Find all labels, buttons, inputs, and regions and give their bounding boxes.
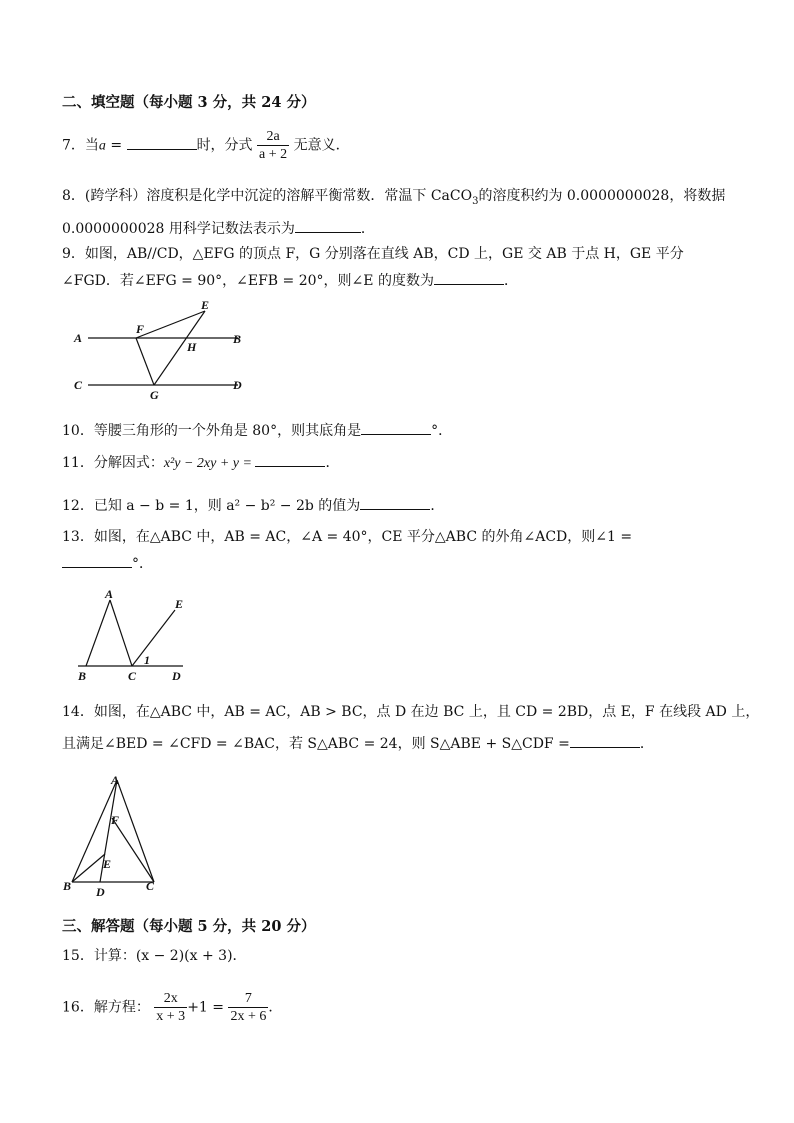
q7-frac-den: a + 2 <box>259 147 288 162</box>
q8-line1-b: 的溶度积约为 0.0000000028，将数据 <box>478 188 726 204</box>
q16-fraction-left <box>154 990 187 1025</box>
q9-label-h: H <box>187 340 197 354</box>
question-9-line2 <box>62 270 518 291</box>
question-13-line1: 13．如图，在△ABC 中，AB = AC，∠A = 40°，CE 平分△ABC 的外角∠ACD，则∠1 = <box>62 529 633 545</box>
q10-unit: °． <box>431 423 453 439</box>
q7-frac-num: 2a <box>257 128 289 146</box>
q8-line2: 0.0000000028 用科学记数法表示为 <box>62 221 295 237</box>
q9-label-c: C <box>74 378 83 392</box>
q9-line2: ∠FGD．若∠EFG = 90°，∠EFB = 20°，则∠E 的度数为 <box>62 273 434 289</box>
q11-prefix: 11．分解因式： <box>62 455 164 471</box>
question-9-line1: 9．如图，AB//CD，△EFG 的顶点 F，G 分别落在直线 AB，CD 上，GE 交 AB 于点 H，GE 平分 <box>62 246 684 262</box>
q16-prefix: 16．解方程： <box>62 999 150 1016</box>
q13-label-a: A <box>105 587 114 601</box>
q16-suffix: ． <box>268 999 283 1016</box>
q9-answer-blank[interactable] <box>434 270 504 285</box>
q9-label-d: D <box>233 378 242 392</box>
q14-label-e: E <box>103 857 112 871</box>
question-10 <box>62 420 452 441</box>
question-12 <box>62 495 444 516</box>
q12-end: ． <box>430 498 445 514</box>
q7-var: a <box>98 138 106 154</box>
question-8-line2 <box>62 218 375 239</box>
q7-answer-blank[interactable] <box>127 135 197 150</box>
q13-answer-blank[interactable] <box>62 553 132 568</box>
q16-f2-num: 7 <box>228 990 268 1008</box>
q12-text: 12．已知 a − b = 1，则 a² − b² − 2b 的值为 <box>62 498 361 514</box>
q16-f2-den: 2x + 6 <box>230 1009 267 1024</box>
q14-end: ． <box>639 736 654 752</box>
q14-label-f: F <box>111 813 120 827</box>
q14-line2: 且满足∠BED = ∠CFD = ∠BAC，若 S△ABC = 24，则 S△ABE + S△CDF = <box>62 736 570 752</box>
q13-label-c: C <box>128 669 137 683</box>
q14-answer-blank[interactable] <box>570 733 640 748</box>
q8-subscript: 3 <box>472 195 479 207</box>
q7-eq: = <box>105 137 127 154</box>
question-13-line2 <box>62 553 153 574</box>
q10-text: 10．等腰三角形的一个外角是 80°，则其底角是 <box>62 423 362 439</box>
question-16 <box>62 990 282 1025</box>
question-15: 15．计算：(x − 2)(x + 3)． <box>62 948 247 964</box>
q16-fraction-right <box>228 990 268 1025</box>
question-11 <box>62 452 339 474</box>
q13-label-1: 1 <box>144 653 150 667</box>
q11-answer-blank[interactable] <box>255 452 325 467</box>
q7-suffix: 无意义． <box>293 137 350 154</box>
q11-end: ． <box>325 455 340 471</box>
q16-plus: +1 = <box>187 999 225 1016</box>
question-8-line1 <box>62 186 725 212</box>
q9-label-b: B <box>233 332 242 346</box>
question-7 <box>62 128 350 163</box>
question-14-line1: 14．如图，在△ABC 中，AB = AC，AB > BC，点 D 在边 BC 上，且 CD = 2BD，点 E，F 在线段 AD 上， <box>62 704 760 720</box>
q12-answer-blank[interactable] <box>360 495 430 510</box>
q13-figure <box>68 584 198 684</box>
q7-mid: 时，分式 <box>196 137 253 154</box>
q16-f1-num: 2x <box>154 990 187 1008</box>
q13-label-b: B <box>78 669 87 683</box>
q11-expr: x²y − 2xy + y = <box>163 456 256 471</box>
q9-figure <box>68 296 258 406</box>
q9-label-e: E <box>201 298 210 312</box>
q9-label-g: G <box>150 388 159 402</box>
q13-label-e: E <box>175 597 184 611</box>
q8-answer-blank[interactable] <box>295 218 361 233</box>
q9-label-a: A <box>74 331 83 345</box>
q7-prefix: 7．当 <box>62 137 99 154</box>
q7-fraction <box>257 128 289 163</box>
section-heading-solutions: 三、解答题（每小题 5 分，共 20 分） <box>62 918 316 935</box>
q9-label-f: F <box>136 322 145 336</box>
q14-figure <box>62 772 162 900</box>
q14-label-b: B <box>63 879 72 893</box>
q8-end: ． <box>360 221 375 237</box>
q8-line1-a: 8．(跨学科）溶度积是化学中沉淀的溶解平衡常数．常温下 CaCO <box>62 188 473 204</box>
q13-unit: °． <box>132 556 153 572</box>
q14-label-a: A <box>111 773 120 787</box>
q10-answer-blank[interactable] <box>361 420 431 435</box>
section-heading-fill-in: 二、填空题（每小题 3 分，共 24 分） <box>62 94 316 111</box>
q14-label-d: D <box>96 885 105 899</box>
question-14-line2 <box>62 733 654 754</box>
q14-label-c: C <box>146 879 155 893</box>
q16-f1-den: x + 3 <box>156 1009 186 1024</box>
q9-end: ． <box>503 273 518 289</box>
q13-label-d: D <box>172 669 181 683</box>
